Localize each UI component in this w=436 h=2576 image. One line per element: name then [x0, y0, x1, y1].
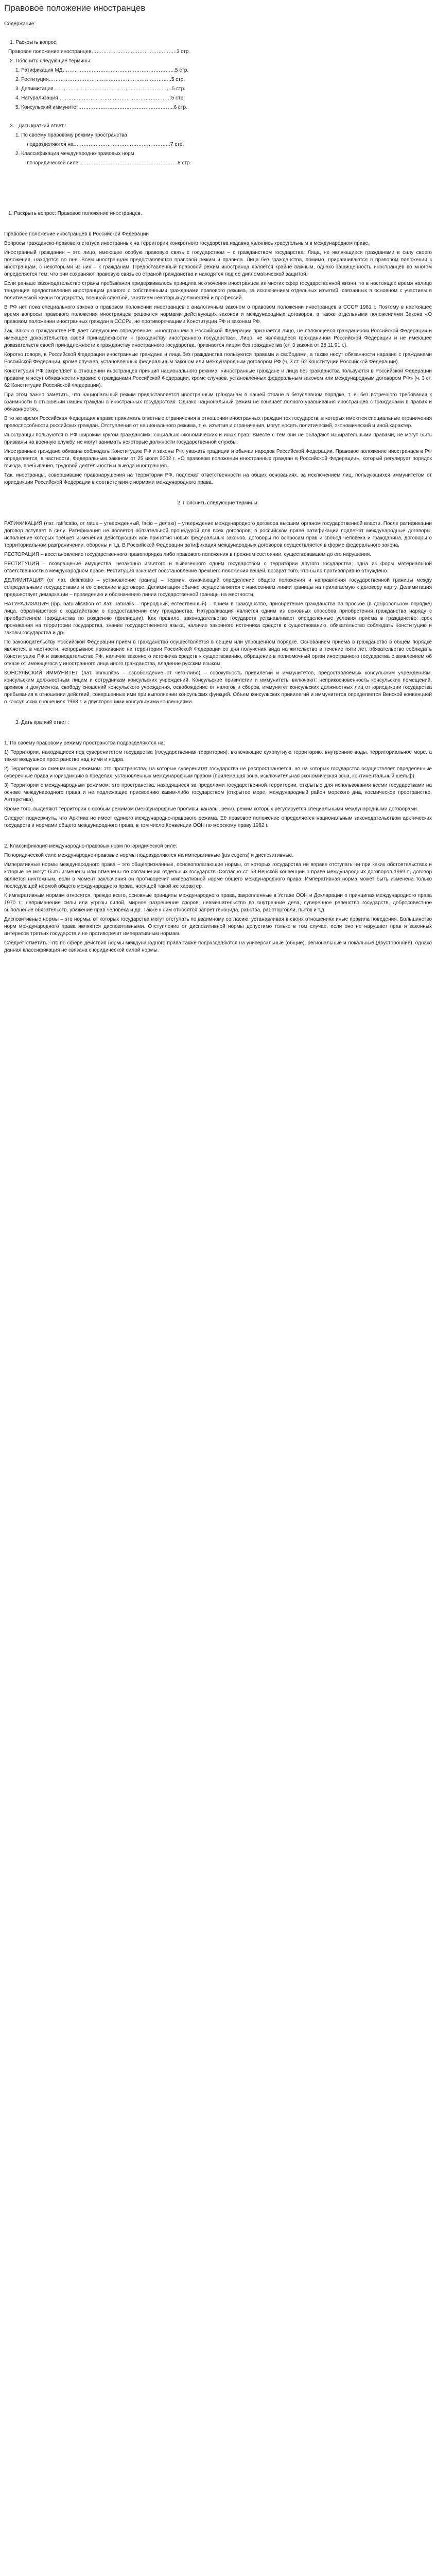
paragraph: Конституция РФ закрепляет в отношении иностранцев принцип национального режима: «иностранные граждане и лица без гражданства пользуются в Российской Федерации правами и несут обязанности наравне с гражданами Российской Федерации, кроме случаев, установленных федеральным законом или международным договором РФ» (ч. 3 ст. 62 Конституции Российской Федерации). — [4, 368, 432, 388]
spacer — [4, 219, 432, 231]
toc-line: 1. По своему правовому режиму пространства — [15, 132, 127, 138]
section-heading: 2. Пояснить следующие термины: — [177, 500, 259, 506]
paragraph: По законодательству Российской Федерации прием в гражданство осуществляется в общем или упрощенном порядке. Основанием приема в гражданство в общем порядке является, в частности, непрерывное проживание на территории Российской Федерации со дня получения вида на жительство в течение пяти лет, обязательство соблюдать Конституцию РФ и законодательство РФ, наличие законного источника средств к существованию, обращение в полномочный орган иностранного государства с заявлением об отказе от имеющегося у иностранного лица иного гражданства, владение русским языком. — [4, 639, 432, 667]
toc-line: 1. Раскрыть вопрос: — [4, 40, 58, 45]
table-of-contents — [4, 21, 432, 167]
paragraph: Так, Закон о гражданстве РФ дает следующее определение: «иностранцем в Российской Федерации признается лицо, не являющееся гражданином Российской Федерации и имеющее доказательства своей принадлежности к гражданству иностранного государства». Лицо, не являющееся гражданином Российской Федерации и не имеющее доказательств своей принадлежности к гражданству иностранного государства, признается лицом без гражданства (ст. 3 закона от 28.11.91 г.). — [4, 328, 432, 348]
paragraph: Если раньше законодательство страны пребывания придерживалось принципа исключения иностранцев из многих сфер государственной жизни, то в настоящее время налицо тенденция предоставления иностранцам равного с собственными гражданами правового режима, за исключением отдельных изъятий, связанных в основном с участием в политической жизни государства, военной службой, занятием некоторых должностей и профессий. — [4, 281, 432, 301]
toc-line — [4, 30, 432, 37]
toc-line: 5. Консульский иммунитет………………………………………………..6 стр. — [15, 105, 187, 110]
paragraph: В РФ нет пока специального закона о правовом положении иностранцев с аналогичным законом о правовом положении иностранцев в СССР 1981 г. Поэтому в настоящее время вопросы правового положения иностранцев решаются нормами действующих законов и международных договоров, а также отдельными положениями Закона «О правовом положении иностранных граждан в СССР», не противоречащими Конституции РФ и законам РФ. — [4, 304, 432, 325]
paragraph: Иностранный гражданин – это лицо, имеющее особую правовую связь с государством – с гражданством государства. Лица, не являющиеся гражданами в силу своего положения, находятся во вне. Всем иностранцам предоставляются правовой режим и правила. Лица без гражданства, помимо, приравниваются в правовом положении к иностранцам, с некоторыми из них – к гражданам. Предоставленный правовой режим иностранца является крайне важным, однако защищенность иностранцев во многом определяется тем, что они сохраняют правовую связь со страной гражданства и находятся под ее дипломатической защитой. — [4, 250, 432, 277]
paragraph: Императивные нормы международного права – это общепризнанные, основополагающие нормы, от которых государства не вправе отступать ни при каких обстоятельствах и которые не могут быть изменены или отменены по соглашению отдельных государств. Согласно ст. 53 Венской конвенции о праве международных договоров 1969 г., договор является ничтожным, если в момент заключения он противоречит императивной норме общего международного права. Императивная норма может быть изменена только последующей нормой общего международного права, носящей такой же характер. — [4, 862, 432, 889]
page-title: Правовое положение иностранцев — [4, 3, 146, 13]
paragraph: Следует подчеркнуть, что Арктика не имеет единого международно-правового режима. Её правовое положение определяется национальным законодательством арктических государств и нормами общего международного права, в том числе Конвенции ООН по морскому праву 1982 г. — [4, 816, 432, 828]
section-1 — [4, 210, 432, 486]
toc-line: Содержание: — [4, 21, 36, 27]
paragraph: По юридической силе международно-правовые нормы подразделяются на императивные (jus cogens) и диспозитивные. — [4, 853, 293, 858]
paragraph: 2) Территории со смешанным режимом: это пространства, на которые суверенитет государства не распространяется, но на которых государство осуществляет определенные суверенные права и юрисдикцию в пределах, установленных международным правом (прилежащая зона, исключительная экономическая зона, континентальный шельф). — [4, 766, 432, 779]
toc-line: Правовое положение иностранцев…………………………………………..3 стр. — [8, 49, 190, 55]
paragraph: РАТИФИКАЦИЯ (лат. ratificatio, от ratus – утвержденный, facio – делаю) – утверждение международного договора высшим органом государственной власти. После ратификации договор вступает в силу. Ратификация не является обязательной процедурой для всех договоров; в российском праве ратификации подлежат международные договоры, исполнение которых требует изменения действующих или принятия новых федеральных законов, договоры по вопросам прав и свобод человека и гражданина, договоры о территориальном разграничении, обороны и т.д. В Российской Федерации ратификация международных договоров осуществляется в форме федерального закона. — [4, 521, 432, 548]
spacer — [4, 169, 432, 210]
paragraph: При этом важно заметить, что национальный режим предоставляется иностранным гражданам в нашей стране в безусловном порядке, т. е. без встречного требования к взаимности в отношении наших граждан в иностранных государствах. Однако национальный режим не означает полного уравнивания иностранцев с гражданами в правах и обязанностях. — [4, 392, 432, 412]
paragraph: Кроме того, выделяют территории с особым режимом (международные проливы, каналы, реки), режим которых регулируется специальными международными договорами. — [4, 806, 418, 812]
document — [0, 0, 436, 977]
paragraph: Правовое положение иностранцев в Российской Федерации — [4, 231, 149, 237]
paragraph: КОНСУЛЬСКИЙ ИММУНИТЕТ (лат. immunitas – освобождение от чего-либо) – совокупность привилегий и иммунитетов, предоставляемых консульским учреждениям, консульским должностным лицам и сотрудникам консульских учреждений. Консульские привилегии и иммунитеты включают: неприкосновенность консульских помещений, архивов и документов, свободу сношений консульского учреждения, освобождение от налогов и сборов, иммунитет консульских должностных лиц от юрисдикции государства пребывания в отношении действий, совершенных ими при выполнении консульских функций. Объем консульских привилегий и иммунитетов определяется Венской конвенцией о консульских сношениях 1963 г. и двусторонними консульскими конвенциями. — [4, 670, 432, 705]
paragraph: РЕСТИТУЦИЯ – возвращение имущества, незаконно изъятого и вывезенного одним государством с территории другого государства; одна из форм материальной ответственности в международном праве. Реституция означает восстановление прежнего положения вещей, возврат того, что было противоправно отчуждено. — [4, 561, 432, 574]
section-heading: 1. Раскрыть вопрос: Правовое положение иностранцев. — [8, 211, 142, 216]
toc-line: 3. Делимитация……………………………………………………………5 стр. — [15, 86, 186, 92]
paragraph: 1) Территории, находящиеся под суверенитетом государства (государственная территория), включающие сухопутную территорию, внутренние воды, территориальное море, а также воздушное пространство над ними и недра. — [4, 750, 432, 762]
section-3 — [4, 719, 432, 954]
toc-line: 2. Реституция……………………………………………………………...5 стр. — [15, 77, 185, 82]
toc-line: 3. Дать краткий ответ : — [4, 123, 67, 129]
paragraph: РЕСТОРАЦИЯ – восстановление государственного правопорядка либо правового положения в прежнем состоянии, существовавшем до его нарушения. — [4, 552, 371, 557]
toc-line: 2. Классификация международно-правовых норм — [15, 151, 134, 157]
toc-line: 2. Пояснить следующие термины: — [4, 58, 92, 64]
paragraph: Вопросы гражданско-правового статуса иностранных на территории конкретного государства издавна являлись краеугольным в международном праве. — [4, 241, 370, 246]
paragraph: 3) Территории с международным режимом: это пространства, находящиеся за пределами государственной территории, открытые для использования всеми государствами на основе международного права и не подлежащие присвоению каким-либо государством (открытое море, международный район морского дна, космическое пространство, Антарктика). — [4, 783, 432, 803]
paragraph: Иностранные граждане обязаны соблюдать Конституцию РФ и законы РФ, уважать традиции и обычаи народов Российской Федерации. Правовое положение иностранцев в РФ определяется, в частности, Федеральным законом от 25 июля 2002 г. «О правовом положении иностранных граждан в Российской Федерации», который регулирует порядок въезда, пребывания, трудовой деятельности и выезда иностранцев. — [4, 449, 432, 469]
paragraph: К императивным нормам относятся, прежде всего, основные принципы международного права, закрепленные в Уставе ООН и Декларации о принципах международного права 1970 г.: неприменение силы или угрозы силой, мирное разрешение споров, невмешательство во внутренние дела, суверенное равенство государств, добросовестное выполнение обязательств, уважение прав человека и др. Также к ним относятся запрет геноцида, рабства, работорговли, пыток и т.д. — [4, 893, 432, 913]
subsection-heading: 1. По своему правовому режиму пространства подразделяются на: — [4, 740, 165, 746]
toc-line: 1. Ратификация МД………………………………………………………...5 стр. — [15, 67, 189, 73]
paragraph: ДЕЛИМИТАЦИЯ (от лат. delimitatio – установление границ) – термин, означающий определение общего положения и направления государственной границы между сопредельными государствами и ее описание в договоре. Делимитация обычно осуществляется с нанесением линии границы на прилагаемую к договору карту. Делимитация предшествует демаркации – проведению и обозначению линии государственной границы на местности. — [4, 578, 432, 598]
paragraph: Коротко говоря, в Российской Федерации иностранные граждане и лица без гражданства пользуются правами и свободами, а также несут обязанности наравне с гражданами Российской Федерации, кроме случаев, установленных федеральным законом или международным договором РФ (ч. 3 ст. 62 Конституции Российской Федерации). — [4, 352, 432, 365]
spacer — [4, 509, 432, 520]
toc-line — [4, 113, 432, 121]
paragraph: Так, иностранцы, совершившие правонарушения на территории РФ, подлежат ответственности на общих основаниях, за исключением лиц, пользующихся иммунитетом от юрисдикции Российской Федерации в соответствии с нормами международного права. — [4, 472, 432, 485]
toc-line: подразделяются на:………………………………………………..7 стр. — [15, 142, 184, 147]
spacer — [4, 708, 432, 719]
section-3-body-a — [4, 749, 432, 829]
section-heading: 3. Дать краткий ответ : — [15, 720, 69, 725]
section-2-body — [4, 520, 432, 706]
section-1-body — [4, 231, 432, 486]
paragraph: НАТУРАЛИЗАЦИЯ (фр. naturalisation от лат. naturalis – природный, естественный) – прием в гражданство, приобретение гражданства по просьбе (в добровольном порядке) лица, обратившегося с ходатайством о предоставлении ему гражданства. Натурализация является одним из основных способов приобретения гражданства наряду с приобретением гражданства по рождению (филиации). Как правило, законодательство государств устанавливает определенные условия приема в гражданство: срок проживания на территории государства, знание государственного языка, наличие законного источника средств к существованию, обязательство соблюдать Конституцию и законы государства и др. — [4, 601, 432, 636]
spacer — [4, 488, 432, 500]
paragraph: Следует отметить, что по сфере действия нормы международного права также подразделяются на универсальные (общие), региональные и локальные (двусторонние), однако данная классификация не связана с юридической силой нормы. — [4, 940, 432, 953]
toc-line: по юридической силе:…………………………………………………8 стр. — [15, 160, 191, 166]
toc-line: 4. Натурализация…………………………………………………………5 стр. — [15, 95, 185, 101]
spacer — [4, 832, 432, 843]
section-3-body-b — [4, 852, 432, 954]
section-2 — [4, 500, 432, 706]
subsection-heading: 2. Классификация международно-правовых норм по юридической силе: — [4, 843, 178, 849]
paragraph: В то же время Российская Федерация вправе принимать ответные ограничения в отношении иностранных граждан тех государств, в которых имеются специальные ограничения правоспособности российских граждан. Отступления от национального режима, т. е. изъятия и ограничения, могут носить политический, экономический и иной характер. — [4, 416, 432, 429]
paragraph: Иностранцы пользуются в РФ широким кругом гражданских, социально-экономических и иных прав. Вместе с тем они не обладают избирательными правами, не могут быть призваны на военную службу, не могут занимать некоторые должности государственной службы. — [4, 432, 432, 445]
spacer — [4, 728, 432, 740]
paragraph: Диспозитивные нормы – это нормы, от которых государства могут отступать по взаимному согласию, устанавливая в своих отношениях иные правила поведения. Большинство норм международного права являются диспозитивными. Отступление от диспозитивной нормы допустимо только в том случае, если оно не нарушает прав и законных интересов третьих государств и не противоречит императивным нормам. — [4, 917, 432, 937]
